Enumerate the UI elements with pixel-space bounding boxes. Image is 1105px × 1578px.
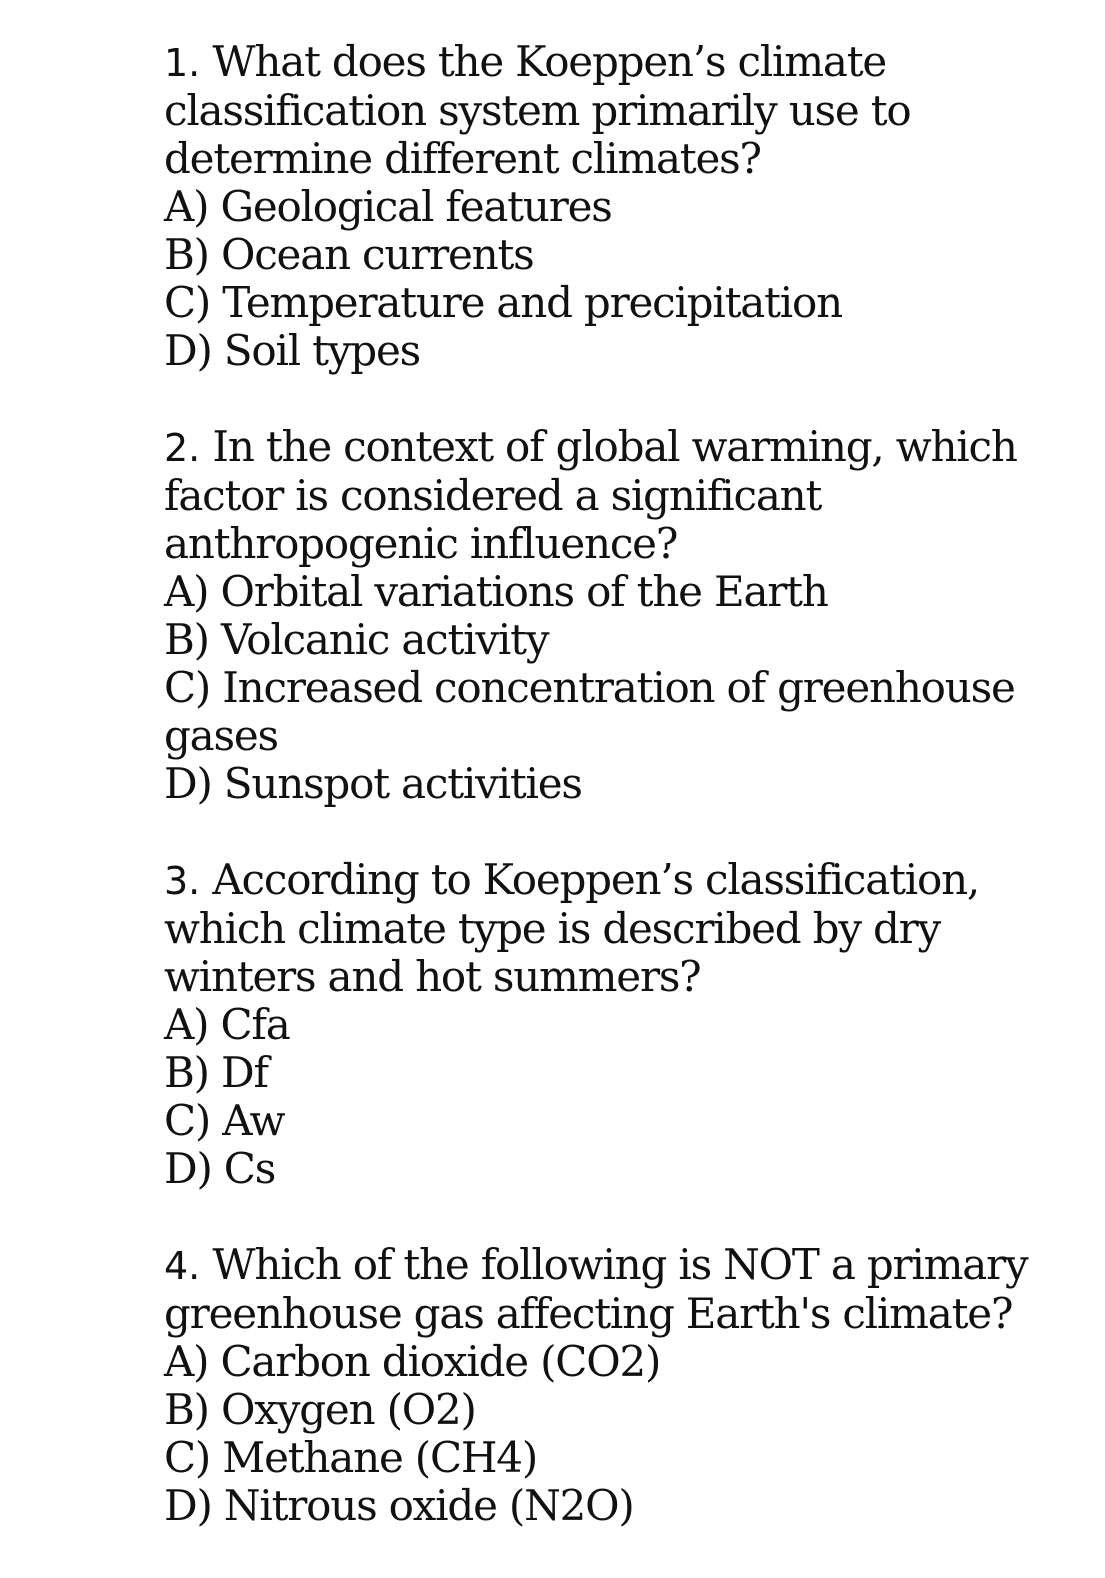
answer-option: B) Oxygen (O2)	[164, 1385, 476, 1434]
question-stem-line: factor is considered a significant	[164, 471, 822, 520]
answer-option: B) Df	[164, 1048, 268, 1097]
question-stem-line: anthropogenic influence?	[164, 519, 678, 568]
answer-option: A) Geological features	[164, 182, 612, 231]
question-1	[164, 38, 1094, 375]
answer-option: B) Ocean currents	[164, 230, 534, 279]
question-4	[164, 1241, 1094, 1530]
answer-option-continuation: gases	[164, 711, 278, 760]
answer-option: A) Orbital variations of the Earth	[164, 567, 828, 616]
answer-option: A) Carbon dioxide (CO2)	[164, 1337, 661, 1386]
answer-option: C) Temperature and precipitation	[164, 278, 842, 327]
answer-option: C) Methane (CH4)	[164, 1433, 538, 1482]
answer-option: B) Volcanic activity	[164, 615, 549, 664]
question-stem-line: 2. In the context of global warming, which	[164, 422, 1017, 471]
answer-option: C) Aw	[164, 1096, 285, 1145]
answer-option: A) Cfa	[164, 1000, 290, 1049]
question-number: 4.	[164, 1244, 201, 1288]
question-stem-line: winters and hot summers?	[164, 952, 701, 1001]
question-number: 3.	[164, 859, 201, 903]
question-2	[164, 423, 1094, 808]
quiz-document	[164, 38, 1094, 1578]
answer-option: D) Cs	[164, 1144, 276, 1193]
question-number: 1.	[164, 41, 201, 85]
answer-option: D) Sunspot activities	[164, 759, 582, 808]
question-stem-line: greenhouse gas affecting Earth's climate?	[164, 1289, 1013, 1338]
question-stem-line: classification system primarily use to	[164, 86, 911, 135]
question-number: 2.	[164, 426, 201, 470]
question-stem-line: 3. According to Koeppen’s classification,	[164, 855, 980, 904]
answer-option: D) Nitrous oxide (N2O)	[164, 1481, 634, 1530]
question-stem-line: determine different climates?	[164, 134, 761, 183]
question-stem-line: 1. What does the Koeppen’s climate	[164, 37, 887, 86]
question-3	[164, 856, 1094, 1193]
question-stem-line: 4. Which of the following is NOT a primary	[164, 1240, 1028, 1289]
answer-option: C) Increased concentration of greenhouse	[164, 663, 1015, 712]
question-stem-line: which climate type is described by dry	[164, 904, 941, 953]
answer-option: D) Soil types	[164, 326, 420, 375]
